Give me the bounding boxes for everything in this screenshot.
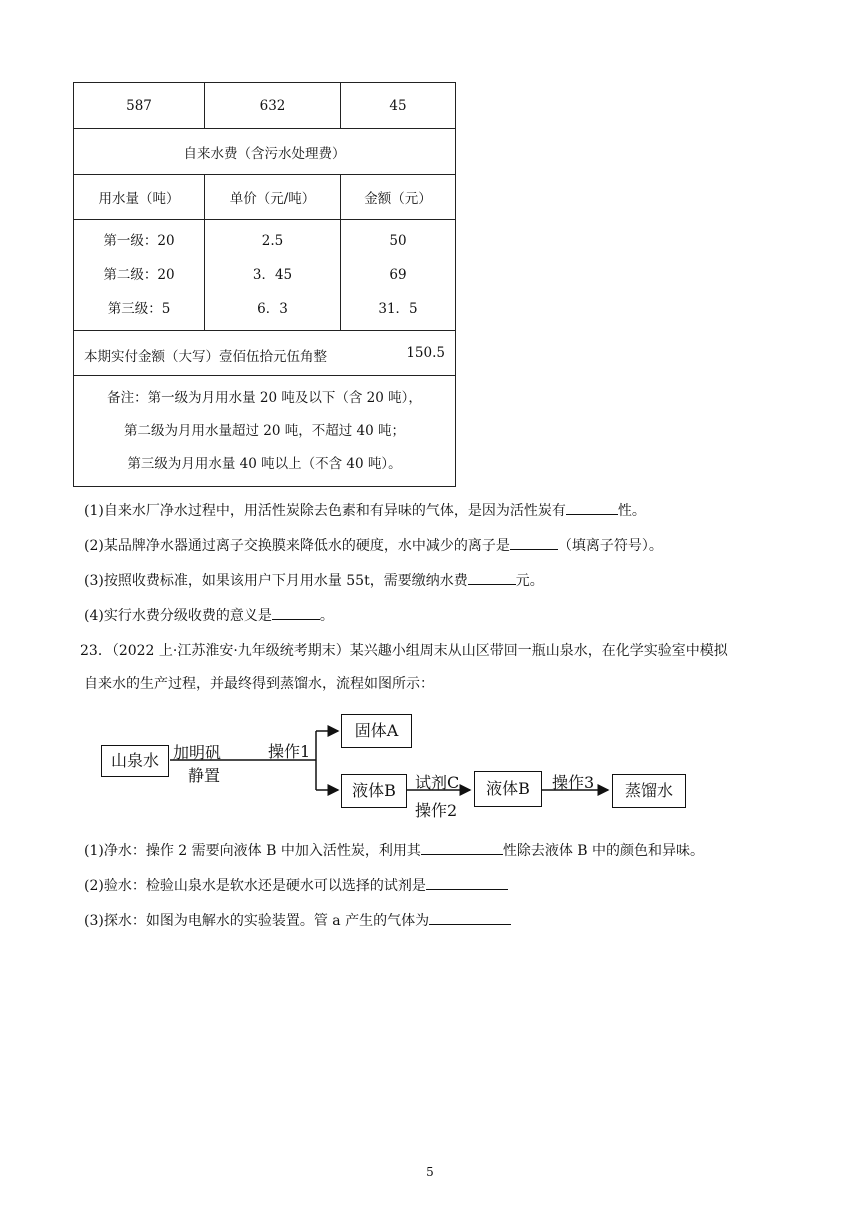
tier-amount: 69 <box>389 267 407 283</box>
note-line: 第二级为月用水量超过 20 吨，不超过 40 吨； <box>123 422 406 439</box>
question-text: (1)自来水厂净水过程中，用活性炭除去色素和有异味的气体，是因为活性炭有 <box>84 503 566 519</box>
flow-box-spring-water: 山泉水 <box>101 745 169 777</box>
tier-amount: 31．5 <box>378 301 418 317</box>
tier-volume: 第一级：20 <box>103 233 175 249</box>
flow-box-distilled-water: 蒸馏水 <box>612 774 686 808</box>
flow-label-op2: 操作2 <box>415 801 458 820</box>
flow-box-liquid-b: 液体B <box>341 774 407 808</box>
flow-box-liquid-b-2: 液体B <box>474 771 542 807</box>
column-header: 金额（元） <box>341 175 456 220</box>
q23-intro-line-2: 自来水的生产过程，并最终得到蒸馏水，流程如图所示： <box>84 676 434 692</box>
flow-label-reagent-c: 试剂C <box>415 773 460 792</box>
question-text: (3)按照收费标准，如果该用户下月用水量 55t，需要缴纳水费 <box>84 573 468 589</box>
flow-label-op1: 操作1 <box>268 742 311 761</box>
tier-amount: 50 <box>389 233 407 249</box>
flow-label-settle: 静置 <box>188 766 221 785</box>
question-text: (2)验水：检验山泉水是软水还是硬水可以选择的试剂是 <box>84 878 426 894</box>
tier-volume: 第二级：20 <box>103 267 175 283</box>
question-text: 元。 <box>515 573 544 589</box>
tier-price: 6．3 <box>257 301 288 317</box>
question-text: 。 <box>319 608 334 624</box>
answer-blank[interactable] <box>426 875 508 890</box>
question-text: 性除去液体 B 中的颜色和异味。 <box>502 843 705 859</box>
tier-volume: 第三级：5 <box>107 301 171 317</box>
total-amount: 150.5 <box>406 345 445 361</box>
table-title: 自来水费（含污水处理费） <box>74 129 456 175</box>
page-number: 5 <box>426 1165 434 1179</box>
table-cell: 632 <box>205 83 341 129</box>
table-cell: 587 <box>74 83 205 129</box>
answer-blank[interactable] <box>421 840 503 855</box>
note-line: 备注：第一级为月用水量 20 吨及以下（含 20 吨）， <box>107 389 422 406</box>
question-text: (2)某品牌净水器通过离子交换膜来降低水的硬度，水中减少的离子是 <box>84 538 510 554</box>
table-cell: 45 <box>341 83 456 129</box>
flow-label-op3: 操作3 <box>552 773 595 792</box>
note-line: 第三级为月用水量 40 吨以上（不含 40 吨）。 <box>127 455 402 472</box>
flow-label-alum: 加明矾 <box>173 743 222 762</box>
answer-blank[interactable] <box>429 910 511 925</box>
tier-price: 2.5 <box>261 233 284 249</box>
q23-item-2 <box>84 875 508 895</box>
q23-item-1 <box>84 840 704 860</box>
q23-item-3 <box>84 910 511 930</box>
question-text: （填离子符号）。 <box>557 538 663 554</box>
tier-price: 3．45 <box>252 267 293 283</box>
question-text: 性。 <box>617 503 646 519</box>
question-text: (3)探水：如图为电解水的实验装置。管 a 产生的气体为 <box>84 913 430 929</box>
column-header: 单价（元/吨） <box>205 175 341 220</box>
question-text: (4)实行水费分级收费的意义是 <box>84 608 272 624</box>
question-text: (1)净水：操作 2 需要向液体 B 中加入活性炭，利用其 <box>84 843 421 859</box>
flow-box-solid-a: 固体A <box>341 714 412 748</box>
column-header: 用水量（吨） <box>74 175 205 220</box>
total-label: 本期实付金额（大写）壹佰伍拾元伍角整 <box>84 349 327 365</box>
q23-intro-line-1: 23．（2022 上·江苏淮安·九年级统考期末）某兴趣小组周末从山区带回一瓶山泉水，在化学实验室中模拟 <box>80 643 728 659</box>
